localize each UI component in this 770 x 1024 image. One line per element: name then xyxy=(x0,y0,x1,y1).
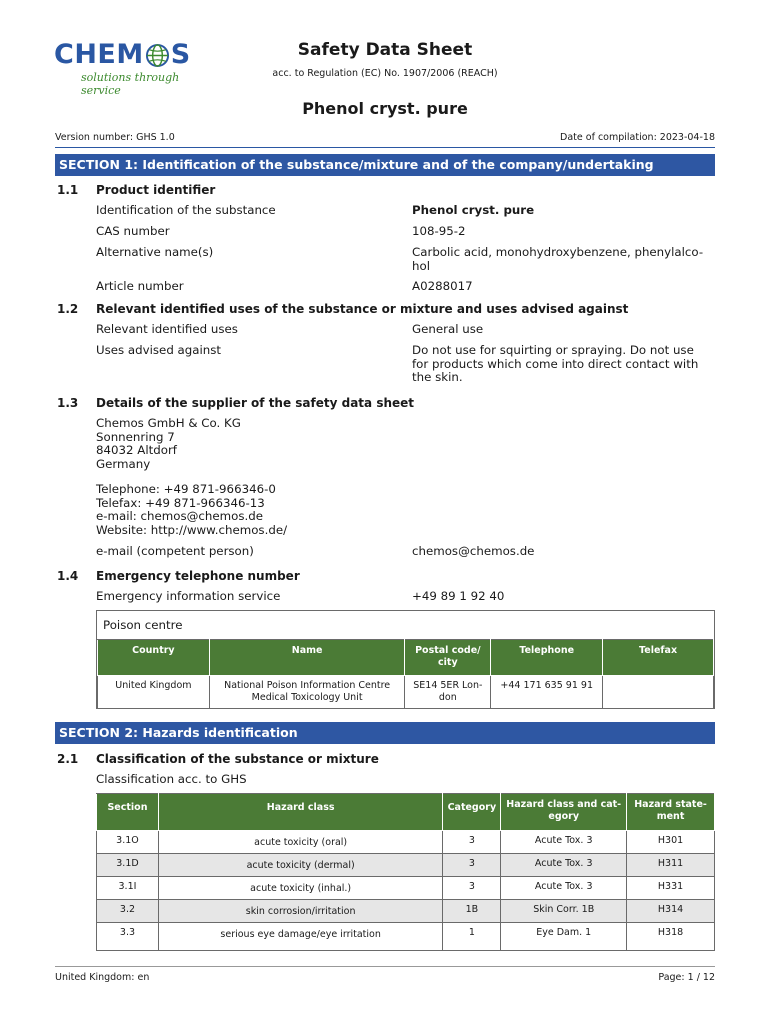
competent-person-email[interactable]: chemos@chemos.de xyxy=(412,544,535,558)
supplier-address: Chemos GmbH & Co. KG Sonnenring 7 84032 Altdorf Germany xyxy=(96,416,241,471)
column-header: Section xyxy=(97,794,159,831)
classification-subtitle: Classification acc. to GHS xyxy=(96,772,247,786)
column-header: Postal code/ city xyxy=(405,640,491,676)
uses-advised-against-label: Uses advised against xyxy=(96,343,222,357)
footer-divider xyxy=(55,966,715,967)
identified-uses-value: General use xyxy=(412,322,484,336)
table-cell: 3 xyxy=(443,877,501,900)
alt-names-value: Carbolic acid, monohydroxybenzene, phenylalco- hol xyxy=(412,245,704,273)
identified-uses-label: Relevant identified uses xyxy=(96,322,238,336)
table-cell: 3.1D xyxy=(97,854,159,877)
alt-names-label: Alternative name(s) xyxy=(96,245,214,259)
competent-person-label: e-mail (competent person) xyxy=(96,544,254,558)
column-header: Hazard class and cat- egory xyxy=(501,794,627,831)
table-cell: acute toxicity (inhal.) xyxy=(158,877,442,900)
table-cell: serious eye damage/eye irritation xyxy=(158,923,442,951)
emergency-service-value: +49 89 1 92 40 xyxy=(412,589,505,603)
document-subtitle: acc. to Regulation (EC) No. 1907/2006 (REACH) xyxy=(272,68,498,79)
subsection-1-3-title: Details of the supplier of the safety data sheet xyxy=(96,396,415,410)
table-cell: United Kingdom xyxy=(98,676,210,709)
poison-centre-box xyxy=(96,610,715,709)
subsection-1-2-title: Relevant identified uses of the substance or mixture and uses advised against xyxy=(96,302,629,316)
poison-centre-table xyxy=(97,639,714,709)
subsection-1-1-title: Product identifier xyxy=(96,183,216,197)
table-cell: 3.1O xyxy=(97,831,159,854)
cas-label: CAS number xyxy=(96,224,170,238)
table-cell: National Poison Information Centre Medical Toxicology Unit xyxy=(209,676,405,709)
table-cell: Acute Tox. 3 xyxy=(501,877,627,900)
table-cell: Skin Corr. 1B xyxy=(501,900,627,923)
table-cell: Eye Dam. 1 xyxy=(501,923,627,951)
table-cell: acute toxicity (oral) xyxy=(158,831,442,854)
section-2-bar: SECTION 2: Hazards identification xyxy=(55,722,715,744)
table-cell: 3.1I xyxy=(97,877,159,900)
logo-word-right: S xyxy=(170,39,191,70)
table-cell: H331 xyxy=(627,877,715,900)
column-header: Name xyxy=(209,640,405,676)
column-header: Telefax xyxy=(603,640,714,676)
column-header: Category xyxy=(443,794,501,831)
identification-label: Identification of the substance xyxy=(96,203,276,217)
subsection-2-1-number: 2.1 xyxy=(57,752,79,766)
table-cell: Acute Tox. 3 xyxy=(501,854,627,877)
table-cell: 3.2 xyxy=(97,900,159,923)
subsection-1-3-number: 1.3 xyxy=(57,396,79,410)
subsection-1-2-number: 1.2 xyxy=(57,302,79,316)
identification-value: Phenol cryst. pure xyxy=(412,203,535,217)
hazard-classification-table xyxy=(96,793,715,951)
table-cell: +44 171 635 91 91 xyxy=(491,676,603,709)
footer-page-number: Page: 1 / 12 xyxy=(658,972,715,983)
column-header: Country xyxy=(98,640,210,676)
table-cell: H301 xyxy=(627,831,715,854)
table-cell: SE14 5ER Lon- don xyxy=(405,676,491,709)
table-cell: H314 xyxy=(627,900,715,923)
poison-centre-caption: Poison centre xyxy=(103,618,183,632)
table-header-row xyxy=(98,640,714,676)
product-title: Phenol cryst. pure xyxy=(302,99,468,118)
column-header: Telephone xyxy=(491,640,603,676)
table-row xyxy=(97,854,715,877)
table-cell: H311 xyxy=(627,854,715,877)
table-cell: acute toxicity (dermal) xyxy=(158,854,442,877)
table-cell: 3 xyxy=(443,854,501,877)
table-cell: 3 xyxy=(443,831,501,854)
table-cell: Acute Tox. 3 xyxy=(501,831,627,854)
cas-value: 108-95-2 xyxy=(412,224,466,238)
footer-locale: United Kingdom: en xyxy=(55,972,150,983)
column-header: Hazard class xyxy=(158,794,442,831)
document-title: Safety Data Sheet xyxy=(297,40,473,60)
table-row xyxy=(97,923,715,951)
uses-advised-against-value: Do not use for squirting or spraying. Do not use for products which come into direct contact with the skin. xyxy=(412,343,699,384)
subsection-1-4-title: Emergency telephone number xyxy=(96,569,300,583)
table-cell: 1B xyxy=(443,900,501,923)
table-cell xyxy=(603,676,714,709)
table-row xyxy=(97,877,715,900)
subsection-1-1-number: 1.1 xyxy=(57,183,79,197)
article-number-value: A0288017 xyxy=(412,279,473,293)
table-cell: 1 xyxy=(443,923,501,951)
column-header: Hazard state- ment xyxy=(627,794,715,831)
subsection-2-1-title: Classification of the substance or mixture xyxy=(96,752,379,766)
table-row xyxy=(98,676,714,709)
table-row xyxy=(97,831,715,854)
table-cell: skin corrosion/irritation xyxy=(158,900,442,923)
subsection-1-4-number: 1.4 xyxy=(57,569,79,583)
version-number: Version number: GHS 1.0 xyxy=(55,132,175,143)
table-cell: 3.3 xyxy=(97,923,159,951)
section-1-bar: SECTION 1: Identification of the substance/mixture and of the company/undertaking xyxy=(55,154,715,176)
table-cell: H318 xyxy=(627,923,715,951)
emergency-service-label: Emergency information service xyxy=(96,589,281,603)
logo-tagline: solutions through service xyxy=(81,71,180,97)
article-number-label: Article number xyxy=(96,279,184,293)
supplier-contact: Telephone: +49 871-966346-0 Telefax: +49 871-966346-13 e-mail: chemos@chemos.de Website: http://www.chemos.de/ xyxy=(96,482,288,537)
table-header-row xyxy=(97,794,715,831)
compilation-date: Date of compilation: 2023-04-18 xyxy=(560,132,715,143)
table-row xyxy=(97,900,715,923)
header-divider xyxy=(55,147,715,148)
logo-word-left: CHEM xyxy=(54,39,144,70)
